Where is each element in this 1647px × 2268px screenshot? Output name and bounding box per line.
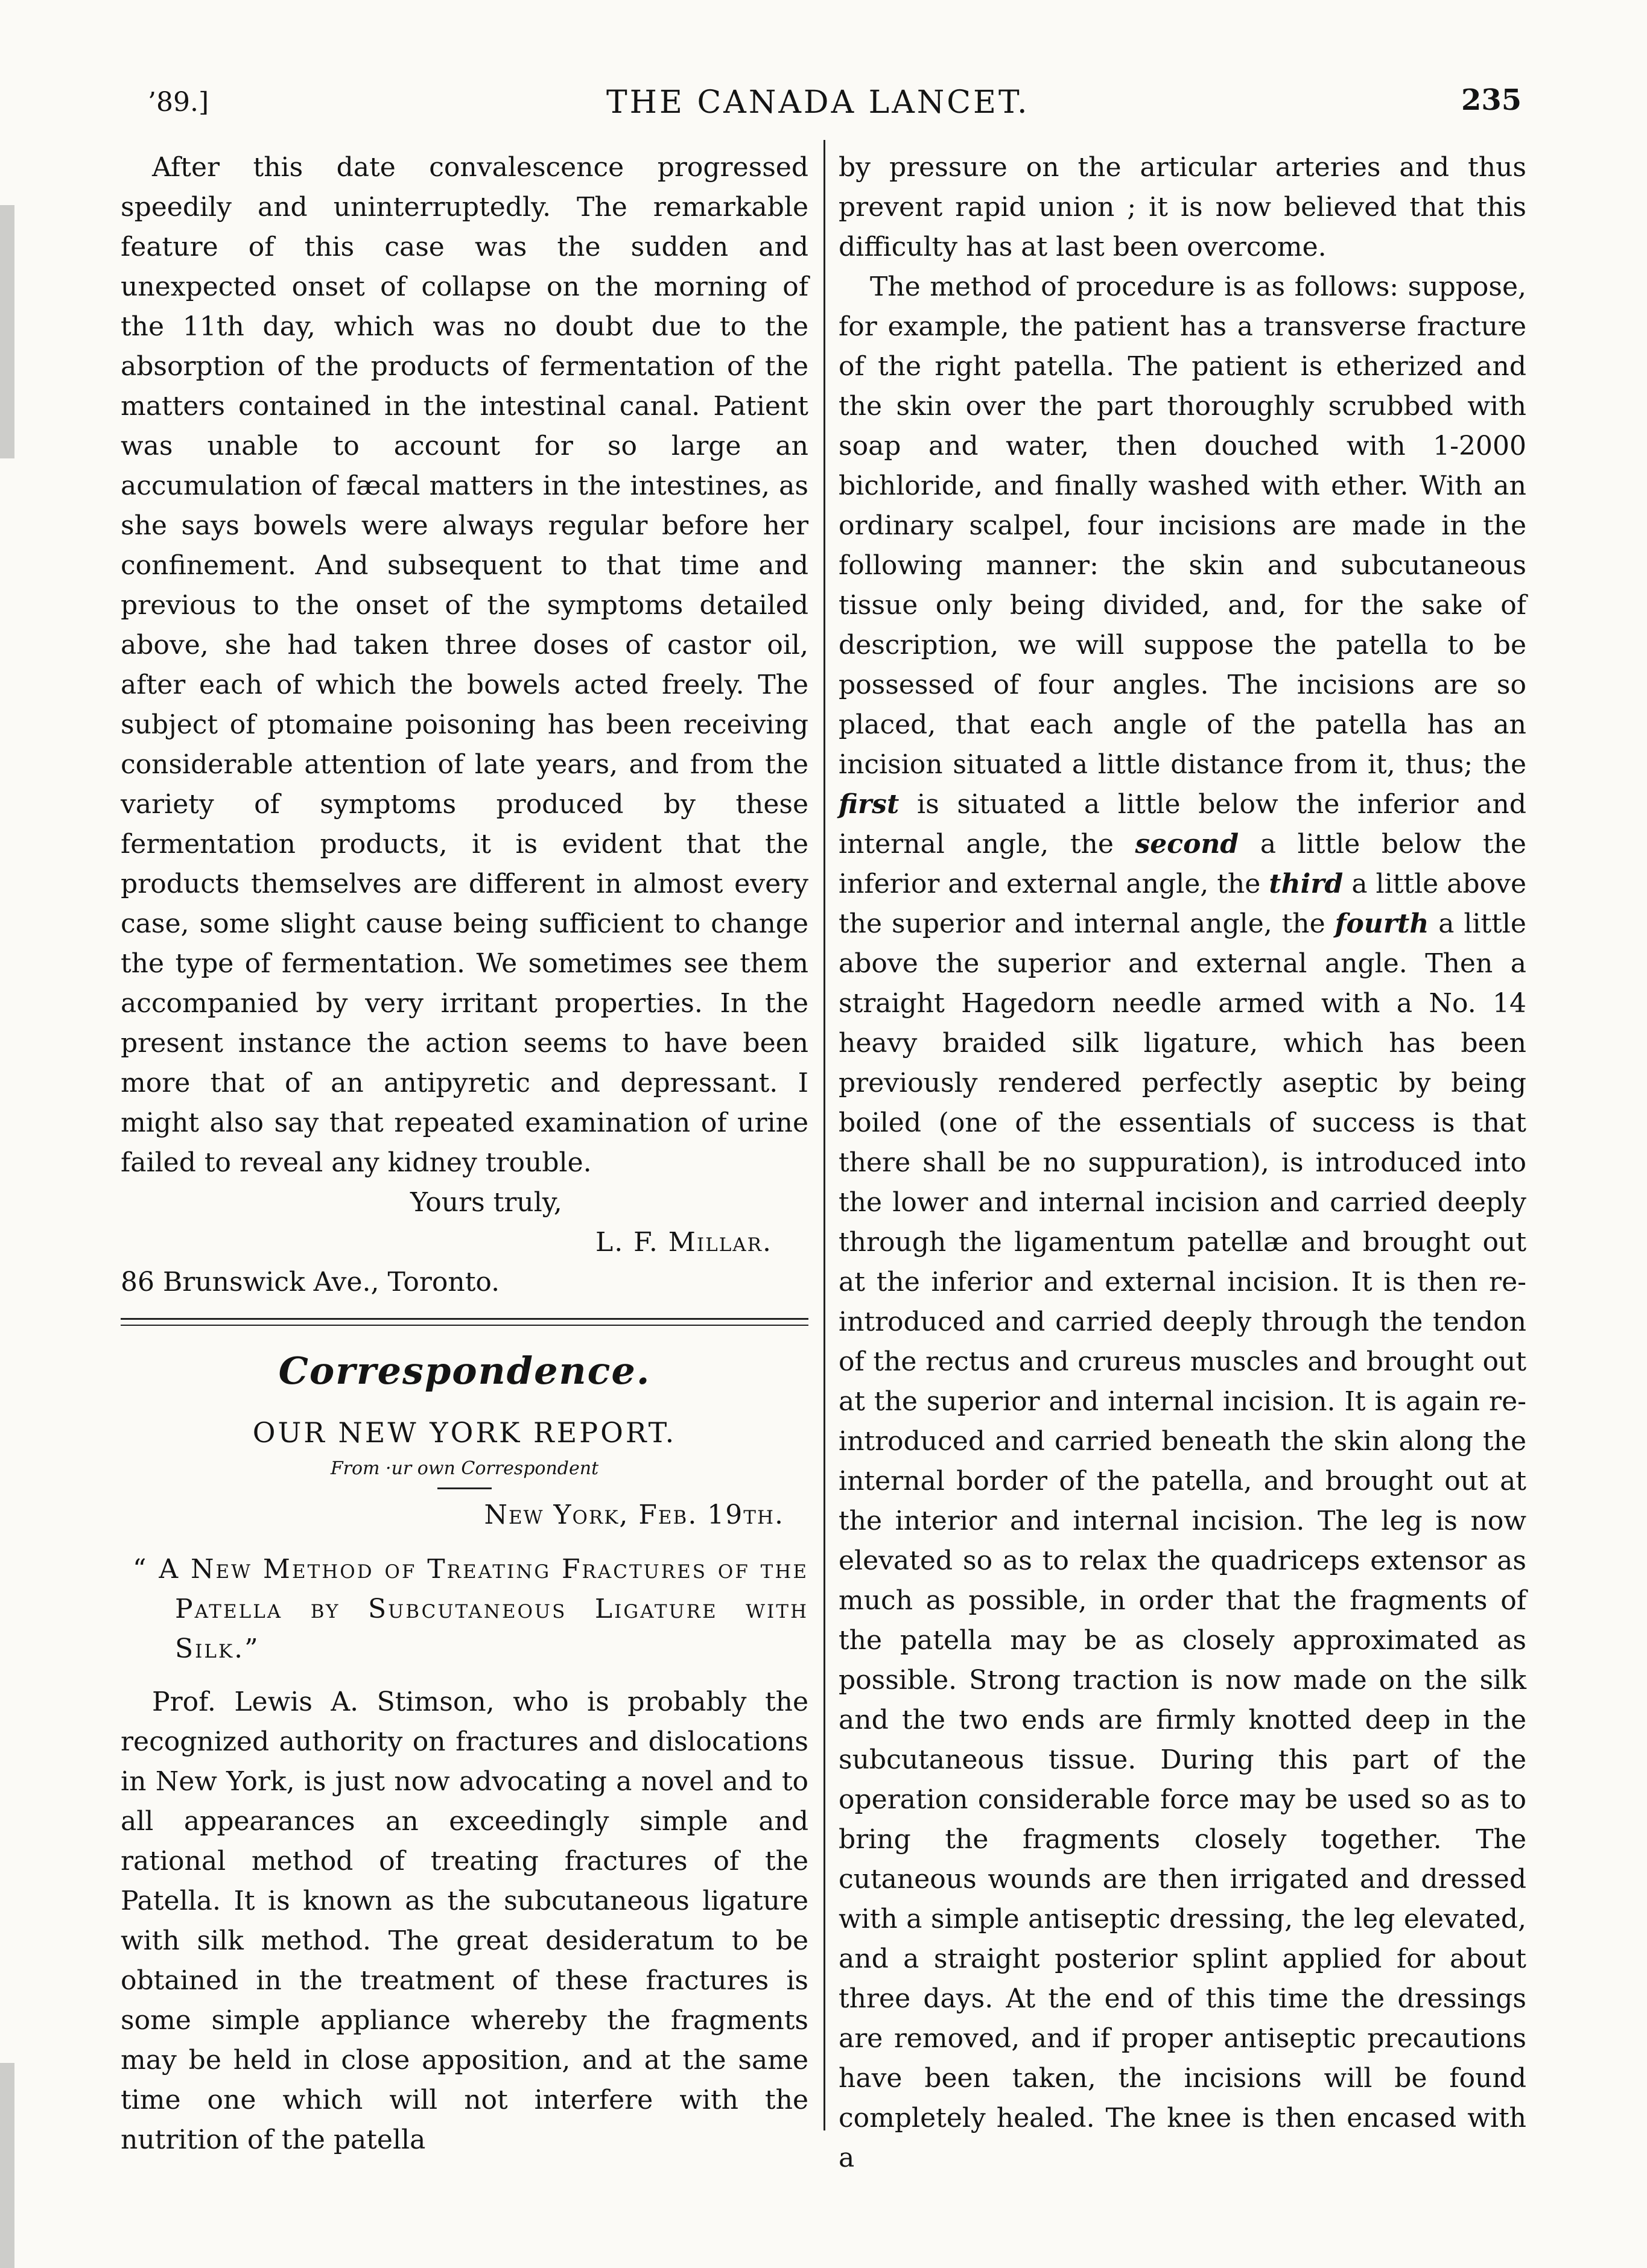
- section-divider: [121, 1318, 808, 1326]
- emphasis-first: first: [839, 789, 900, 820]
- running-head: [0, 78, 1647, 127]
- article-title: OUR NEW YORK REPORT.: [252, 1416, 677, 1449]
- article-dateline: New York, Feb. 19th.: [484, 1500, 784, 1530]
- left-column: [121, 148, 808, 2160]
- text-run: a little below the inferior and external angle, the: [839, 829, 1526, 899]
- text-run: is situated a little below the inferior and internal angle, the: [839, 789, 1526, 860]
- letter-signature: L. F. Millar.: [595, 1227, 772, 1258]
- text-run: The method of procedure is as follows: suppose, for example, the patient has a transverse fracture of the right patella. The patient is etherized and the skin over the part thoroughly scrubbed with soap and water, then douched with 1-2000 bichloride, and finally washed with ether. With an ordinary scalpel, four incisions are made in the following manner: the skin and subcutaneous tissue only being divided, and, for the sake of description, we will suppose the patella to be possessed of four angles. The incisions are so placed, that each angle of the patella has an incision situated a little distance from it, thus; the: [839, 271, 1526, 780]
- emphasis-third: third: [1269, 869, 1344, 899]
- text-run: a little above the superior and external angle. Then a straight Hagedorn needle armed with a No. 14 heavy braided silk ligature, which has been previously rendered perfectly aseptic by being boiled (one of the essentials of success is that there shall be no suppuration), is introduced into the lower and internal incision and carried deeply through the ligamentum patellæ and brought out at the inferior and external incision. It is then re-introduced and carried deeply through the tendon of the rectus and crureus muscles and brought out at the superior and internal incision. It is again re-introduced and carried beneath the skin along the internal border of the patella, and brought out at the interior and internal incision. The leg is now elevated so as to relax the quadriceps extensor as much as possible, in order that the fragments of the patella may be as closely approximated as possible. Strong traction is now made on the silk and the two ends are firmly knotted deep in the subcutaneous tissue. During this part of the operation considerable force may be used so as to bring the fragments closely together. The cutaneous wounds are then irrigated and dressed with a simple antiseptic dressing, the leg elevated, and a straight posterior splint applied for about three days. At the end of this time the dressings are removed, and if proper antiseptic precautions have been taken, the incisions will be found completely healed. The knee is then encased with a: [839, 908, 1526, 2173]
- article-paragraph: by pressure on the articular arteries and thus prevent rapid union ; it is now believed that this difficulty has at last been overcome.: [839, 152, 1526, 262]
- scan-margin-mark: [0, 2063, 14, 2268]
- article-paragraph: Prof. Lewis A. Stimson, who is probably the recognized authority on fractures and dislocations in New York, is just now advocating a novel and to all appearances an exceedingly simple and rational method of treating fractures of the Patella. It is known as the subcutaneous ligature with silk method. The great desideratum to be obtained in the treatment of these fractures is some simple appliance whereby the fragments may be held in close apposition, and at the same time one which will not interfere with the nutrition of the patella: [121, 1687, 808, 2155]
- page-number: 235: [1461, 83, 1522, 117]
- article-byline: From ·ur own Correspondent: [330, 1458, 599, 1479]
- scan-margin-mark: [0, 205, 14, 458]
- byline-rule: [437, 1487, 492, 1489]
- text-run: a little above the superior and internal angle, the: [839, 869, 1526, 939]
- section-title: Correspondence.: [278, 1349, 651, 1393]
- running-head-year: ’89.]: [148, 87, 209, 118]
- procedure-paragraph: [839, 267, 1526, 2178]
- letter-address: 86 Brunswick Ave., Toronto.: [121, 1267, 500, 1297]
- letter-closing: Yours truly,: [410, 1187, 562, 1218]
- letter-paragraph: After this date convalescence progressed speedily and uninterruptedly. The remarkable feature of this case was the sudden and unexpected onset of collapse on the morning of the 11th day, which was no doubt due to the absorption of the products of fermentation of the matters contained in the intestinal canal. Patient was unable to account for so large an accumulation of fæcal matters in the intestines, as she says bowels were always regular before her confinement. And subsequent to that time and previous to the onset of the symptoms detailed above, she had taken three doses of castor oil, after each of which the bowels acted freely. The subject of ptomaine poisoning has been receiving considerable attention of late years, and from the variety of symptoms produced by these fermentation products, it is evident that the products themselves are different in almost every case, some slight cause being sufficient to change the type of fermentation. We sometimes see them accompanied by very irritant properties. In the present instance the action seems to have been more that of an antipyretic and depressant. I might also say that repeated examination of urine failed to reveal any kidney trouble.: [121, 152, 808, 1178]
- journal-title: THE CANADA LANCET.: [606, 84, 1030, 121]
- right-column: [839, 148, 1526, 2178]
- emphasis-fourth: fourth: [1334, 908, 1429, 939]
- column-divider: [824, 140, 825, 2130]
- article-headline: “ A New Method of Treating Fractures of the Patella by Subcutaneous Ligature with Silk.”: [133, 1554, 808, 1664]
- emphasis-second: second: [1135, 829, 1239, 860]
